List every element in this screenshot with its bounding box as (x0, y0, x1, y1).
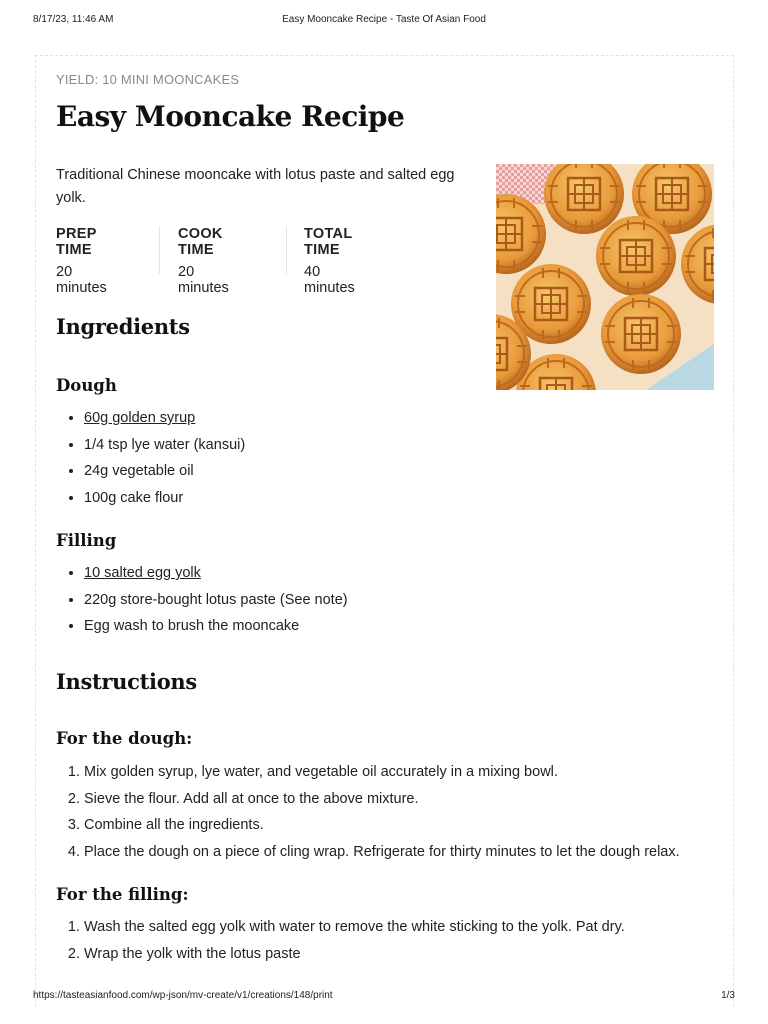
print-page-title: Easy Mooncake Recipe - Taste Of Asian Food (282, 14, 486, 25)
ingredients-heading: Ingredients (56, 314, 190, 339)
time-divider (286, 226, 287, 274)
prep-time-value: 20 minutes (56, 264, 107, 296)
list-item[interactable] (84, 405, 245, 432)
total-time-value: 40 minutes (304, 264, 355, 296)
recipe-card (35, 55, 734, 1006)
print-url: https://tasteasianfood.com/wp-json/mv-create/v1/creations/148/print (33, 990, 333, 1001)
instructions-heading: Instructions (56, 669, 197, 694)
print-datetime: 8/17/23, 11:46 AM (33, 14, 114, 25)
list-item: • Egg wash to brush the mooncake (84, 613, 348, 640)
list-item: 4. Place the dough on a piece of cling wrap. Refrigerate for thirty minutes to let the dough relax. (84, 839, 680, 866)
prep-time-label: PREP TIME (56, 226, 97, 258)
list-item[interactable] (84, 560, 348, 587)
ingredient-group-dough-heading: Dough (56, 376, 117, 395)
ingredient-link[interactable]: 10 salted egg yolk (84, 565, 201, 581)
list-item: • 220g store-bought lotus paste (See note) (84, 587, 348, 614)
ingredient-link[interactable]: 60g golden syrup (84, 410, 196, 426)
prep-time (56, 226, 107, 296)
print-footer (0, 990, 768, 1010)
list-item: • 100g cake flour (84, 485, 245, 512)
cook-time-label: COOK TIME (178, 226, 223, 258)
total-time (304, 226, 355, 296)
list-item: 2. Wrap the yolk with the lotus paste (84, 941, 625, 968)
ingredient-list-dough (56, 405, 245, 512)
recipe-description: Traditional Chinese mooncake with lotus paste and salted egg yolk. (56, 167, 455, 206)
instruction-list-dough (56, 759, 680, 866)
list-item: 2. Sieve the flour. Add all at once to the above mixture. (84, 786, 680, 813)
cook-time-value: 20 minutes (178, 264, 229, 296)
ingredient-group-filling-heading: Filling (56, 531, 117, 550)
instruction-group-filling-heading: For the filling: (56, 885, 189, 904)
recipe-title: Easy Mooncake Recipe (56, 100, 405, 133)
list-item: 3. Combine all the ingredients. (84, 812, 680, 839)
print-page-number: 1/3 (721, 990, 735, 1001)
recipe-yield: YIELD: 10 MINI MOONCAKES (56, 72, 240, 87)
cook-time (178, 226, 229, 296)
total-time-label: TOTAL TIME (304, 226, 353, 258)
mooncake-photo (496, 164, 714, 390)
mooncake-photo-illustration (496, 164, 714, 390)
list-item: 1. Mix golden syrup, lye water, and vegetable oil accurately in a mixing bowl. (84, 759, 680, 786)
list-item: • 24g vegetable oil (84, 458, 245, 485)
instruction-group-dough-heading: For the dough: (56, 729, 193, 748)
time-divider (159, 226, 160, 274)
list-item: 1. Wash the salted egg yolk with water to remove the white sticking to the yolk. Pat dry. (84, 914, 625, 941)
instruction-list-filling (56, 914, 625, 967)
ingredient-list-filling (56, 560, 348, 640)
list-item: • 1/4 tsp lye water (kansui) (84, 432, 245, 459)
print-header (0, 14, 768, 34)
